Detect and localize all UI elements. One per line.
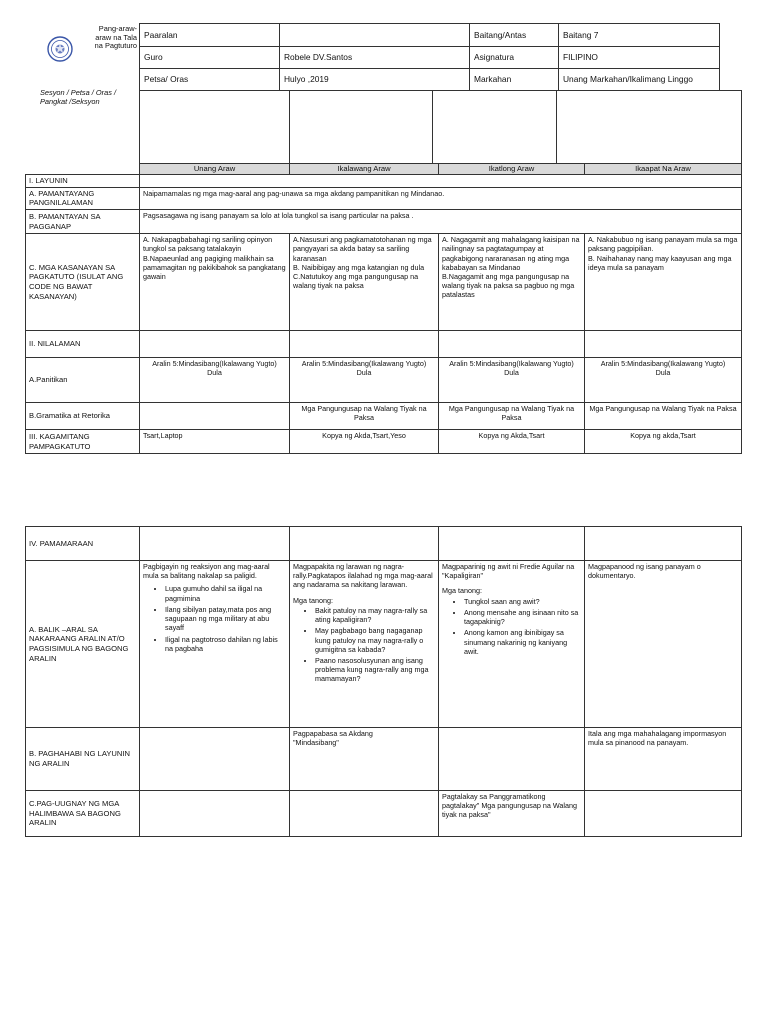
list-item: • Paano nasosolusyunan ang isang problema kung nagra-rally ang mga mamamayan? — [315, 656, 435, 684]
section-label: I. LAYUNIN — [26, 175, 140, 188]
materials-cell: Kopya ng Akda,Tsart — [439, 430, 585, 454]
competency-cell: A. Nakabubuo ng isang panayam mula sa mga paksang pagpipilian. B. Naihahanay nang may kaayusan ang mga ideya mula sa panayam — [585, 234, 742, 331]
session-cell — [433, 91, 557, 164]
row-label: A. BALIK –ARAL SA NAKARAANG ARALIN AT/O PAGSISIMULA NG BAGONG ARALIN — [26, 561, 140, 728]
news-list — [143, 584, 286, 653]
list-item: • Ilang sibilyan patay,mata pos ang sagupaan ng mga military at abu sayaff — [165, 605, 286, 633]
review-cell-day2 — [290, 561, 439, 728]
literature-cell: Aralin 5:Mindasibang(Ikalawang Yugto) Dula — [439, 358, 585, 403]
list-item: • Tungkol saan ang awit? — [464, 597, 581, 606]
examples-row — [26, 791, 742, 837]
questions-label: Mga tanong: — [293, 595, 333, 605]
header-label: Baitang/Antas — [470, 24, 559, 47]
header-label: Markahan — [470, 69, 559, 91]
objectives-table — [25, 163, 742, 454]
session-cell — [290, 91, 433, 164]
literature-cell: Aralin 5:Mindasibang(Ikalawang Yugto) Dula — [585, 358, 742, 403]
header-value — [280, 24, 470, 47]
deped-seal-icon — [47, 36, 73, 62]
content-row — [26, 331, 742, 358]
header-label: Petsa/ Oras — [140, 69, 280, 91]
literature-cell: Aralin 5:Mindasibang(Ikalawang Yugto) Dula — [140, 358, 290, 403]
purpose-cell — [439, 728, 585, 791]
materials-cell: Kopya ng Akda,Tsart,Yeso — [290, 430, 439, 454]
review-intro: Magpaparinig ng awit ni Fredie Aguilar na "Kapaligiran" — [442, 562, 575, 581]
list-item: • Anong mensahe ang isinaan nito sa tagapakinig? — [464, 608, 581, 626]
review-cell-day3 — [439, 561, 585, 728]
row-label: B. PAMANTAYAN SA PAGGANAP — [26, 210, 140, 234]
header-value: FILIPINO — [559, 47, 720, 69]
questions-label: Mga tanong: — [442, 586, 482, 596]
header-row — [140, 24, 720, 47]
day-header: Ikaapat Na Araw — [585, 164, 742, 175]
session-boxes — [139, 90, 742, 164]
review-intro: Pagbigayin ng reaksiyon ang mag-aaral mula sa balitang nakalap sa paligid. — [143, 562, 270, 581]
section-row — [26, 175, 742, 188]
list-item: • Lupa gumuho dahil sa iligal na pagmimina — [165, 584, 286, 602]
row-text: Pagsasagawa ng isang panayam sa lolo at lola tungkol sa isang particular na paksa . — [140, 210, 742, 234]
standard-row — [26, 187, 742, 209]
header-value: Unang Markahan/Ikalimang Linggo — [559, 69, 720, 91]
competency-row — [26, 234, 742, 331]
questions-list — [442, 597, 581, 656]
header-info-table — [139, 23, 720, 91]
materials-cell: Kopya ng akda,Tsart — [585, 430, 742, 454]
grammar-cell: Mga Pangungusap na Walang Tiyak na Paksa — [585, 403, 742, 430]
grammar-cell — [140, 403, 290, 430]
purpose-cell: Itala ang mga mahahalagang impormasyon mula sa pinanood na panayam. — [585, 728, 742, 791]
grammar-row — [26, 403, 742, 430]
review-row — [26, 561, 742, 728]
competency-cell: A.Nasusuri ang pagkamatotohanan ng mga pangyayari sa akda batay sa sariling karanasan B. Naibibigay ang mga katangian ng dula C.Natutukoy ang mga pangungusap na walang tiyak na paksa — [290, 234, 439, 331]
header-value: Baitang 7 — [559, 24, 720, 47]
row-label: C. MGA KASANAYAN SA PAGKATUTO (ISULAT ANG CODE NG BAWAT KASANAYAN) — [26, 234, 140, 331]
section-label: III. KAGAMITANG PAMPAGKATUTO — [26, 430, 140, 454]
session-cell — [140, 91, 290, 164]
header-row — [140, 69, 720, 91]
plan-title-line: araw na Tala — [95, 32, 137, 42]
session-label: Sesyon / Petsa / Oras / Pangkat /Seksyon — [40, 88, 116, 106]
row-label: A. PAMANTAYANG PANGNILALAMAN — [26, 187, 140, 209]
day-header: Unang Araw — [140, 164, 290, 175]
list-item: • Bakit patuloy na may nagra-rally sa ating kapaligiran? — [315, 606, 435, 624]
header-value: Hulyo ,2019 — [280, 69, 470, 91]
plan-title-line: na Pagtuturo — [94, 41, 137, 51]
examples-cell — [585, 791, 742, 837]
competency-cell: A. Nakapagbabahagi ng sariling opinyon tungkol sa paksang tatalakayin B.Napaeunlad ang pagiging malikhain sa pamamagitan ng pakikibahok sa pangkatang gawain — [140, 234, 290, 331]
purpose-row — [26, 728, 742, 791]
performance-row — [26, 210, 742, 234]
header-label: Asignatura — [470, 47, 559, 69]
competency-cell: A. Nagagamit ang mahalagang kaisipan na nailingnay sa pagtatagumpay at pagkabigong nararanasan ng ating mga kababayan sa Mindanao B.Nagagamit ang mga pangungusap na walang tiyak na paksa sa pagbuo ng mga patalastas — [439, 234, 585, 331]
literature-cell: Aralin 5:Mindasibang(Ikalawang Yugto) Dula — [290, 358, 439, 403]
header-value: Robele DV.Santos — [280, 47, 470, 69]
day-header-row — [26, 164, 742, 175]
literature-row — [26, 358, 742, 403]
review-cell-day1 — [140, 561, 290, 728]
purpose-cell — [140, 728, 290, 791]
row-text: Naipamamalas ng mga mag-aaral ang pag-unawa sa mga akdang pampanitikan ng Mindanao. — [140, 187, 742, 209]
examples-cell — [140, 791, 290, 837]
row-label: C.PAG-UUGNAY NG MGA HALIMBAWA SA BAGONG ARALIN — [26, 791, 140, 837]
session-cell — [557, 91, 742, 164]
materials-cell: Tsart,Laptop — [140, 430, 290, 454]
header-label: Guro — [140, 47, 280, 69]
procedure-header-row — [26, 527, 742, 561]
section-label: II. NILALAMAN — [26, 331, 140, 358]
day-header: Ikatlong Araw — [439, 164, 585, 175]
plan-title — [75, 25, 137, 51]
examples-cell: Pagtalakay sa Panggramatikong pagtalakay" Mga pangungusap na Walang tiyak na paksa" — [439, 791, 585, 837]
review-cell-day4: Magpapanood ng isang panayam o dokumentaryo. — [585, 561, 742, 728]
grammar-cell: Mga Pangungusap na Walang Tiyak na Paksa — [439, 403, 585, 430]
review-intro: Magpapakita ng larawan ng nagra-rally.Pagkatapos ilalahad ng mga mag-aaral ang nadarama sa nakitang larawan. — [293, 562, 433, 590]
purpose-cell: Pagpapabasa sa Akdang "Mindasibang" — [290, 728, 439, 791]
row-label: A.Panitikan — [26, 358, 140, 403]
header-row — [140, 47, 720, 69]
procedure-table — [25, 526, 742, 837]
plan-title-line: Pang-araw- — [98, 24, 137, 33]
header-label: Paaralan — [140, 24, 280, 47]
day-header: Ikalawang Araw — [290, 164, 439, 175]
row-label: B.Gramatika at Retorika — [26, 403, 140, 430]
list-item: • Iligal na pagtotroso dahilan ng labis na pagbaha — [165, 635, 286, 653]
materials-row — [26, 430, 742, 454]
list-item: • May pagbabago bang nagaganap kung patuloy na may nagra-rally o gumigitna sa kabada? — [315, 626, 435, 654]
grammar-cell: Mga Pangungusap na Walang Tiyak na Paksa — [290, 403, 439, 430]
questions-list — [293, 606, 435, 684]
list-item: • Anong kamon ang ibinibigay sa sinumang nakarinig ng kaniyang awit. — [464, 628, 581, 656]
examples-cell — [290, 791, 439, 837]
row-label: B. PAGHAHABI NG LAYUNIN NG ARALIN — [26, 728, 140, 791]
section-label: IV. PAMAMARAAN — [26, 527, 140, 561]
